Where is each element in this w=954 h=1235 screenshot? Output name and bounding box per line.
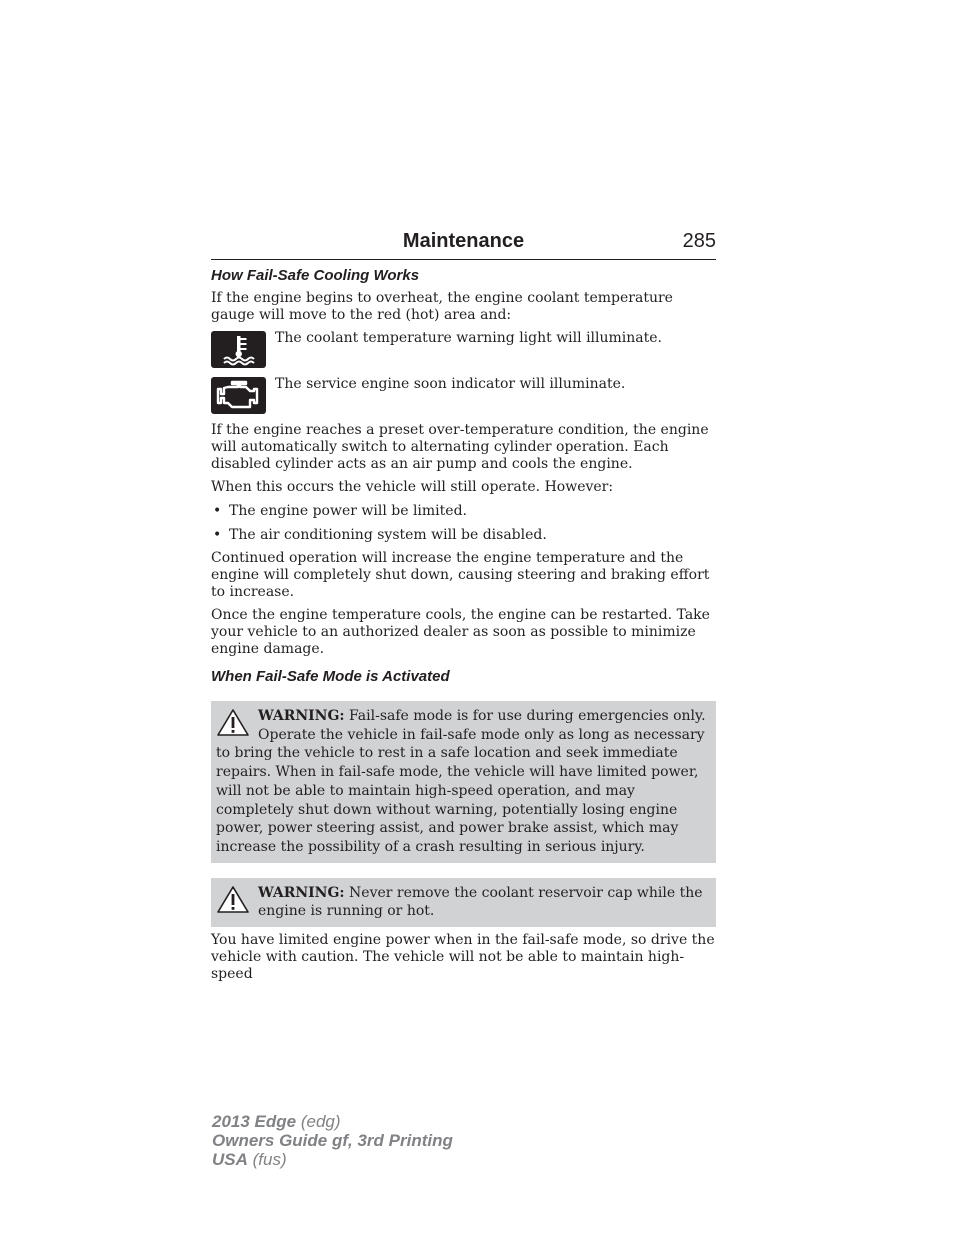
warning-text: Fail-safe mode is for use during emergencies only. Operate the vehicle in fail-safe mode only as long as necessary to bring the vehicle to rest in a safe location and seek immediate repairs. When in fail-safe mode, the vehicle will have limited power, will not be able to maintain high-speed operation, and may completely shut down without warning, potentially losing engine power, power steering assist, and power brake assist, which may increase the possibility of a crash resulting in serious injury. <box>216 708 706 855</box>
list-item: • The engine power will be limited. <box>213 503 467 519</box>
warning-box-fail-safe <box>211 701 716 863</box>
paragraph-continued: Continued operation will increase the engine temperature and the engine will completely shut down, causing steering and braking effort to increase. <box>211 550 710 600</box>
intro-paragraph: If the engine begins to overheat, the engine coolant temperature gauge will move to the red (hot) area and: <box>211 290 673 323</box>
warning-box-coolant-cap <box>211 878 716 927</box>
warning-triangle-icon <box>216 708 250 738</box>
paragraph-occurs: When this occurs the vehicle will still operate. However: <box>211 479 614 495</box>
warning-label: WARNING: <box>258 708 345 724</box>
indicator-row-coolant <box>211 331 716 368</box>
bullet-list <box>211 503 716 544</box>
page-header <box>211 228 716 260</box>
heading-when-fail-safe: When Fail-Safe Mode is Activated <box>211 668 450 685</box>
page-body <box>211 266 716 983</box>
paragraph-overtemp: If the engine reaches a preset over-temperature condition, the engine will automatically switch to alternating cylinder operation. Each disabled cylinder acts as an air pump and cools the engine. <box>211 422 709 472</box>
indicator-text-engine: The service engine soon indicator will illuminate. <box>275 376 626 392</box>
coolant-temperature-icon <box>211 331 266 368</box>
indicator-row-engine <box>211 377 716 414</box>
paragraph-limited-power: You have limited engine power when in the fail-safe mode, so drive the vehicle with caution. The vehicle will not be able to maintain high-speed <box>211 932 715 983</box>
paragraph-once: Once the engine temperature cools, the engine can be restarted. Take your vehicle to an authorized dealer as soon as possible to minimize engine damage. <box>211 607 710 657</box>
section-title: Maintenance <box>402 230 525 252</box>
heading-how-fail-safe: How Fail-Safe Cooling Works <box>211 267 420 284</box>
check-engine-icon <box>211 377 266 414</box>
footer-model-line: 2013 Edge (edg) <box>212 1112 341 1131</box>
warning-text: Never remove the coolant reservoir cap while the engine is running or hot. <box>258 884 703 920</box>
page-footer <box>212 1112 453 1169</box>
indicator-text-coolant: The coolant temperature warning light will illuminate. <box>275 330 662 346</box>
page-number: 285 <box>682 230 716 252</box>
warning-label: WARNING: <box>258 884 345 901</box>
footer-region-line: USA (fus) <box>212 1150 287 1169</box>
list-item: • The air conditioning system will be disabled. <box>213 527 547 543</box>
warning-triangle-icon <box>216 885 250 915</box>
footer-guide-line: Owners Guide gf, 3rd Printing <box>212 1131 453 1150</box>
